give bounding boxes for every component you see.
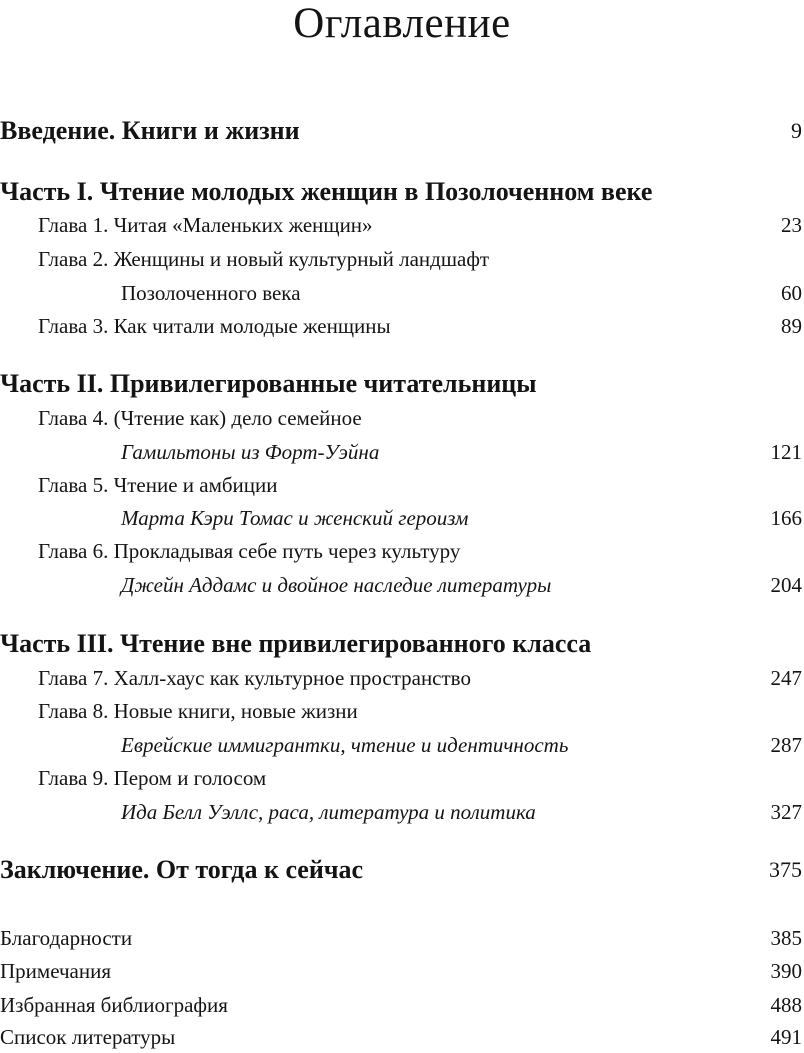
entry-title: Введение. Книги и жизни [0, 116, 300, 145]
entry-page: 488 [770, 993, 802, 1017]
toc-chapter-6 [0, 536, 804, 566]
chapter-subtitle: Джейн Аддамс и двойное наследие литературы [121, 573, 552, 597]
toc-part-2 [0, 367, 804, 401]
entry-page: 375 [769, 857, 802, 882]
chapter-page: 287 [770, 733, 802, 757]
chapter-title: Глава 4. (Чтение как) дело семейное [38, 406, 362, 430]
toc-chapter-9-subtitle [0, 797, 804, 827]
entry-title: Благодарности [0, 926, 133, 950]
toc-chapter-9 [0, 763, 804, 793]
chapter-title: Глава 7. Халл-хаус как культурное пространство [38, 666, 471, 690]
entry-title: Примечания [0, 959, 112, 983]
toc-entry-acknowledgements [0, 923, 804, 953]
page-title: Оглавление [293, 0, 511, 47]
toc-chapter-5 [0, 470, 804, 500]
part-title: Часть II. Привилегированные читательницы [0, 369, 537, 398]
toc-entry-introduction [0, 114, 804, 148]
toc-chapter-5-subtitle [0, 503, 804, 533]
chapter-page: 60 [781, 281, 802, 305]
chapter-page: 327 [770, 800, 802, 824]
entry-title: Избранная библиография [0, 993, 228, 1017]
toc-chapter-3 [0, 311, 804, 341]
chapter-page: 247 [770, 666, 802, 690]
toc-chapter-4-subtitle [0, 437, 804, 467]
entry-page: 9 [791, 118, 802, 143]
toc-entry-selected-bibliography [0, 990, 804, 1020]
chapter-title: Глава 8. Новые книги, новые жизни [38, 699, 358, 723]
entry-page: 491 [770, 1025, 802, 1049]
chapter-title: Глава 3. Как читали молодые женщины [38, 314, 391, 338]
toc-chapter-2 [0, 244, 804, 274]
entry-page: 385 [770, 926, 802, 950]
chapter-title: Глава 2. Женщины и новый культурный ландшафт [38, 247, 490, 271]
chapter-subtitle: Марта Кэри Томас и женский героизм [121, 506, 469, 530]
toc-chapter-7 [0, 663, 804, 693]
part-title: Часть III. Чтение вне привилегированного класса [0, 629, 592, 658]
chapter-subtitle: Гамильтоны из Форт-Уэйна [121, 440, 380, 464]
toc-chapter-1 [0, 210, 804, 240]
chapter-subtitle: Еврейские иммигрантки, чтение и идентичность [121, 733, 569, 757]
chapter-title-continued: Позолоченного века [121, 281, 301, 305]
entry-title: Список литературы [0, 1025, 176, 1049]
chapter-title: Глава 1. Читая «Маленьких женщин» [38, 213, 373, 237]
toc-part-3 [0, 627, 804, 661]
toc-chapter-8-subtitle [0, 730, 804, 760]
toc-chapter-2-continued [0, 278, 804, 308]
toc-entry-notes [0, 956, 804, 986]
toc-chapter-4 [0, 403, 804, 433]
chapter-title: Глава 5. Чтение и амбиции [38, 473, 278, 497]
toc-chapter-6-subtitle [0, 570, 804, 600]
chapter-page: 166 [770, 506, 802, 530]
chapter-page: 204 [770, 573, 802, 597]
toc-entry-references [0, 1022, 804, 1052]
toc-part-1 [0, 175, 804, 209]
toc-entry-conclusion [0, 853, 804, 887]
entry-page: 390 [770, 959, 802, 983]
toc-chapter-8 [0, 696, 804, 726]
chapter-page: 89 [781, 314, 802, 338]
chapter-subtitle: Ида Белл Уэллс, раса, литература и политика [121, 800, 536, 824]
chapter-title: Глава 9. Пером и голосом [38, 766, 267, 790]
chapter-title: Глава 6. Прокладывая себе путь через культуру [38, 539, 461, 563]
chapter-page: 23 [781, 213, 802, 237]
part-title: Часть I. Чтение молодых женщин в Позолоченном веке [0, 177, 653, 206]
chapter-page: 121 [770, 440, 802, 464]
entry-title: Заключение. От тогда к сейчас [0, 855, 364, 884]
